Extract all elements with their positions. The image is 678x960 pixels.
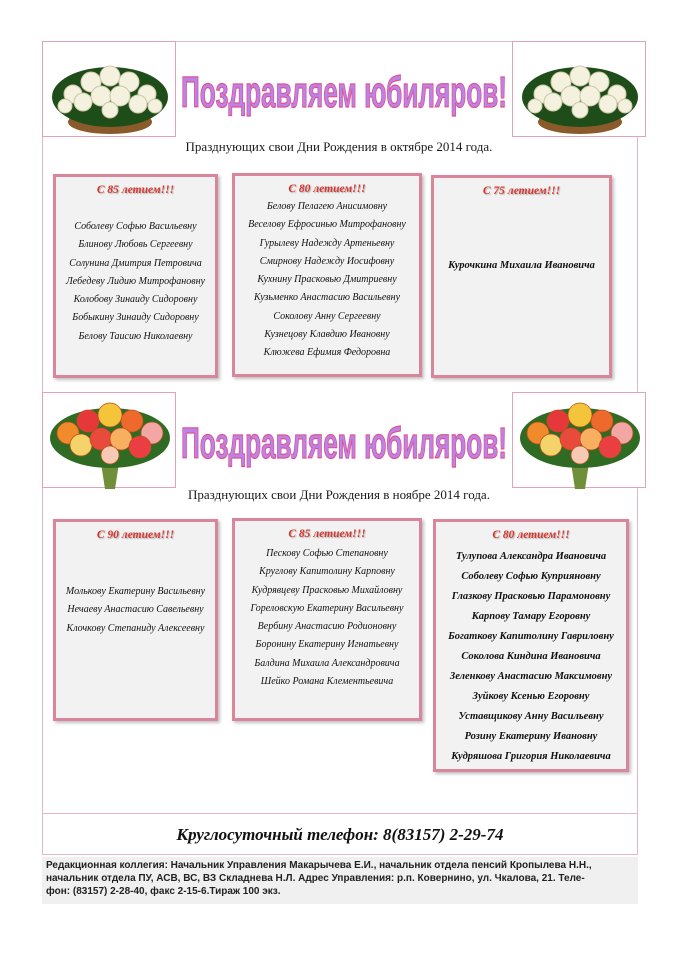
footer-line: фон: (83157) 2-28-40, факс 2-15-6.Тираж 100 экз. (46, 886, 281, 897)
nov-85-box (232, 518, 422, 721)
name-item: Белову Таисию Николаевну (78, 330, 193, 342)
name-item: Карпову Тамару Егоровну (471, 611, 591, 622)
name-item: Клюжева Ефимия Федоровна (263, 347, 391, 359)
name-item: Кузнецову Клавдию Ивановну (264, 329, 390, 341)
name-item: Круглову Капитолину Карповну (259, 566, 395, 578)
name-item: Глазкову Прасковью Парамоновну (451, 591, 611, 602)
name-item: Гореловскую Екатерину Васильевну (250, 602, 404, 614)
banner-title-text: Поздравляем юбиляров! (181, 68, 507, 117)
nov-90-box (53, 519, 218, 721)
name-item: Кудрявцеву Прасковью Михайловну (251, 584, 403, 596)
name-item: Колобову Зинаиду Сидоровну (73, 294, 198, 306)
footer-line: начальник отдела ПУ, АСВ, ВС, ВЗ Складнева Н.Л. Адрес Управления: р.п. Ковернино, ул. Чкалова, 21. Теле- (46, 873, 585, 884)
oct-85-heading: С 85 летием!!! (96, 184, 175, 196)
banner-title-top (178, 47, 510, 127)
banner-title-middle (178, 398, 510, 478)
name-item: Нечаеву Анастасию Савельевну (67, 604, 204, 616)
editorial-footer (42, 857, 638, 904)
oct-80-box (232, 173, 422, 377)
name-item: Зеленкову Анастасию Максимовну (449, 671, 613, 682)
name-item: Уставщикову Анну Васильевну (458, 711, 604, 722)
name-item: Соколова Киндина Ивановича (461, 651, 601, 662)
name-item: Веселову Ефросинью Митрофановну (248, 219, 406, 231)
nov-80-heading: С 80 летием!!! (492, 529, 570, 541)
oct-75-box (431, 175, 612, 378)
footer-line: Редакционная коллегия: Начальник Управления Макарычева Е.И., начальник отдела пенсий Кропылева Н.Н., (46, 860, 592, 871)
hotline-phone: Круглосуточный телефон: 8(83157) 2-29-74 (176, 825, 504, 844)
name-item: Зуйкову Ксенью Егоровну (472, 691, 590, 702)
bouquet-photo-right (512, 392, 646, 488)
name-item: Кудряшова Григория Николаевича (451, 751, 611, 762)
name-item: Тулупова Александра Ивановича (455, 551, 607, 562)
white-roses-photo-left (42, 41, 176, 137)
name-item: Боронину Екатерину Игнатьевну (255, 639, 399, 651)
name-item: Гурылеву Надежду Артеньевну (259, 237, 395, 249)
nov-90-heading: С 90 летием!!! (96, 529, 175, 541)
banner-title-text: Поздравляем юбиляров! (181, 419, 507, 468)
name-item: Белову Пелагею Анисимовну (266, 201, 388, 212)
name-item: Смирнову Надежду Иосифовну (259, 255, 395, 267)
name-item: Балдина Михаила Александровича (254, 657, 400, 669)
white-roses-photo-right (512, 41, 646, 137)
name-item: Кузьменко Анастасию Васильевну (253, 292, 401, 304)
nov-85-heading: С 85 летием!!! (288, 528, 366, 540)
name-item: Богаткову Капитолину Гавриловну (448, 631, 614, 642)
name-item: Соболеву Софью Куприяновну (461, 571, 601, 582)
name-item: Клочкову Степаниду Алексеевну (66, 622, 205, 634)
name-item: Пескову Софью Степановну (266, 548, 388, 559)
nov-80-box (433, 519, 629, 772)
name-item: Бобыкину Зинаиду Сидоровну (72, 312, 199, 324)
name-item: Соколову Анну Сергеевну (273, 310, 381, 322)
name-item: Вербину Анастасию Родионовну (257, 621, 397, 633)
name-item: Солунина Дмитрия Петровича (69, 257, 202, 269)
november-subtitle: Празднующих свои Дни Рождения в ноябре 2014 года. (188, 487, 490, 502)
oct-75-heading: С 75 летием!!! (482, 185, 561, 197)
name-item: Молькову Екатерину Васильевну (65, 586, 206, 597)
name-item: Шейко Романа Клементьевича (260, 676, 394, 688)
name-item: Лебедеву Лидию Митрофановну (66, 275, 205, 287)
name-item: Кухнину Прасковью Дмитриевну (257, 274, 397, 286)
oct-80-heading: С 80 летием!!! (288, 183, 366, 195)
bouquet-photo-left (42, 392, 176, 488)
name-item: Блинову Любовь Сергеевну (78, 239, 193, 251)
name-item: Соболеву Софью Васильевну (74, 221, 197, 232)
phone-bar (42, 813, 638, 856)
name-item: Курочкина Михаила Ивановича (448, 260, 595, 271)
october-subtitle: Празднующих свои Дни Рождения в октябре 2014 года. (185, 139, 493, 154)
name-item: Розину Екатерину Ивановну (464, 731, 598, 742)
oct-85-box (53, 174, 218, 378)
